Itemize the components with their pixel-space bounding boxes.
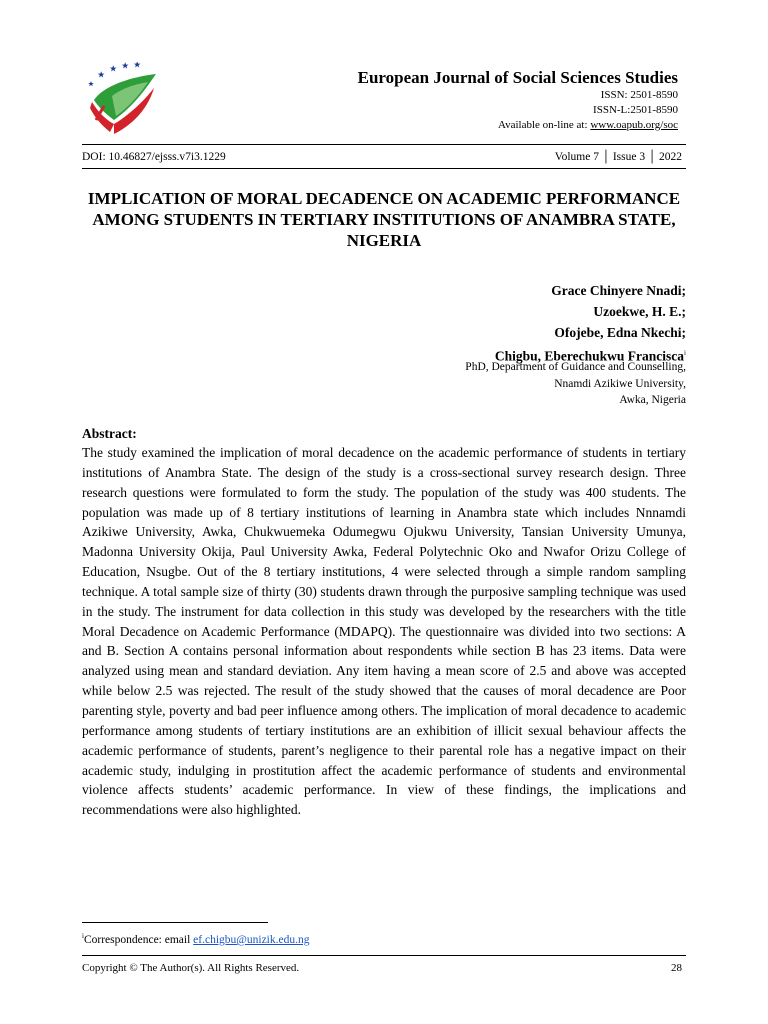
issn-block bbox=[498, 88, 678, 133]
affiliation-line-2: Nnamdi Azikiwe University, bbox=[554, 377, 686, 390]
author-1: Grace Chinyere Nnadi; bbox=[551, 283, 686, 298]
footnote-label: Correspondence: email bbox=[83, 933, 194, 946]
book-stars-logo-icon bbox=[84, 62, 164, 138]
journal-title: European Journal of Social Sciences Studies bbox=[357, 68, 678, 87]
issn-l: ISSN-L:2501-8590 bbox=[593, 104, 678, 116]
footnote-rule bbox=[82, 922, 268, 923]
subheader-rule bbox=[82, 168, 686, 169]
footer-rule bbox=[82, 955, 686, 956]
affiliation-line-3: Awka, Nigeria bbox=[619, 394, 686, 406]
volume-issue-year: Volume 7 │ Issue 3 │ 2022 bbox=[554, 151, 682, 163]
correspondence-email-link[interactable]: ef.chigbu@unizik.edu.ng bbox=[193, 933, 310, 946]
available-label: Available on-line at: bbox=[497, 119, 591, 131]
issn: ISSN: 2501-8590 bbox=[600, 89, 678, 101]
journal-website-link[interactable]: www.oapub.org/soc bbox=[590, 119, 678, 131]
affiliation-line-1: PhD, Department of Guidance and Counselling, bbox=[465, 361, 686, 373]
author-marker: i bbox=[684, 349, 686, 357]
abstract-heading: Abstract: bbox=[82, 426, 137, 441]
header-rule bbox=[82, 144, 686, 145]
page-number: 28 bbox=[671, 962, 682, 974]
author-3: Ofojebe, Edna Nkechi; bbox=[554, 325, 686, 340]
doi: DOI: 10.46827/ejsss.v7i3.1229 bbox=[82, 151, 226, 163]
author-2: Uzoekwe, H. E.; bbox=[593, 304, 686, 319]
abstract-text: The study examined the implication of moral decadence on the academic performance of students in tertiary institutions of Anambra State. The design of the study is a cross-sectional survey research design. Three research questions were formulated to form the study. The population of the study was 400 students. The population was made up of 8 tertiary institutions of learning in Anambra state which includes Nnnamdi Azikiwe University, Awka, Chukwuemeka Odumegwu Ojukwu University, Tansian University Umunya, Madonna University Okija, Paul University Awka, Federal Polytechnic Oko and Nwafor Orizu College of Education, Nsugbe. Out of the 8 tertiary institutions, 4 were selected through a simple random sampling technique. A total sample size of thirty (30) students drawn through the purposive sampling technique was used in the study. The instrument for data collection in this study was developed by the researchers with the title Moral Decadence on Academic Performance (MDAPQ). The questionnaire was divided into two sections: A and B. Section A contains personal information about respondents while section B has 23 items. Data were analyzed using mean and standard deviation. Any item having a mean score of 2.5 and above was accepted while below 2.5 was rejected. The result of the study showed that the causes of moral decadence are Poor parenting style, poverty and bad peer influence among others. The implication of moral decadence to academic performance among students of tertiary institutions are an exhibition of illicit sexual behaviour affects the academic performance of students, parent’s negligence to their parental role has a negative impact on their academic study, indulging in prostitution affect the academic performance of students and environmental violence affects students’ academic performance. In view of these findings, the implications and recommendations were also highlighted. bbox=[82, 445, 686, 818]
footnote bbox=[82, 932, 309, 946]
availability-line bbox=[498, 118, 678, 133]
footnote-marker: i bbox=[82, 932, 84, 940]
author-list bbox=[495, 280, 686, 367]
copyright: Copyright © The Author(s). All Rights Reserved. bbox=[82, 962, 300, 974]
author-4-name: Chigbu, Eberechukwu Francisca bbox=[494, 348, 685, 364]
affiliation bbox=[465, 359, 686, 409]
paper-title: IMPLICATION OF MORAL DECADENCE ON ACADEMIC PERFORMANCE AMONG STUDENTS IN TERTIARY INSTITUTIONS OF ANAMBRA STATE, NIGERIA bbox=[87, 189, 681, 250]
journal-logo bbox=[84, 62, 164, 138]
